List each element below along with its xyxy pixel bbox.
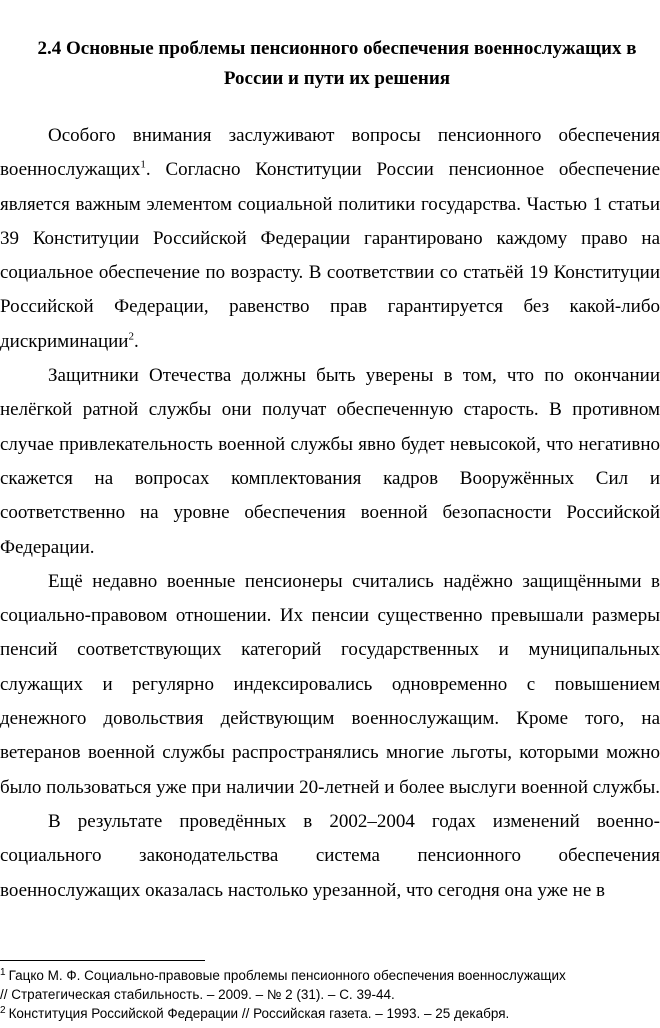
footnote-1-line-1: Гацко М. Ф. Социально-правовые проблемы пенсионного обеспечения военнослужащих [8,968,566,983]
section-heading-line-2: России и пути их решения [223,68,451,89]
footnote-separator [0,960,205,961]
footnote-ref-2[interactable]: 2 [128,330,134,343]
paragraph-1 [0,119,660,359]
footnote-2 [0,1004,660,1023]
paragraph-1-text-a: Особого внимания заслуживают вопросы пенсионного обеспечения военнослужащих [0,125,660,181]
footnote-1-mark: 1 [0,966,6,978]
footnote-1 [0,966,660,1004]
footnote-2-line-1: Конституция Российской Федерации // Российская газета. – 1993. – 25 декабря. [8,1006,510,1021]
paragraph-1-text-b: . Согласно Конституции России пенсионное обеспечение является важным элементом социальной политики государства. Частью 1 статьи 39 Конституции Российской Федерации гарантировано каждому право на социальное обеспечение по возрасту. В соответствии со статьёй 19 Конституции Российской Федерации, равенство прав гарантируется без какой-либо дискриминации [0,159,660,352]
paragraph-4: В результате проведённых в 2002–2004 годах изменений военно-социального законодательства система пенсионного обеспечения военнослужащих оказалась настолько урезанной, что сегодня она уже не в [0,810,660,901]
body-text [0,119,660,908]
footnote-2-mark: 2 [0,1004,6,1016]
footnotes [0,966,660,1023]
footnote-1-line-2: // Стратегическая стабильность. – 2009. – № 2 (31). – С. 39-44. [0,987,395,1002]
paragraph-1-text-c: . [133,330,139,352]
footnote-ref-1[interactable]: 1 [140,158,146,171]
paragraph-2: Защитники Отечества должны быть уверены в том, что по окончании нелёгкой ратной службы они получат обеспеченную старость. В противном случае привлекательность военной службы явно будет невысокой, что негативно скажется на вопросах комплектования кадров Вооружённых Сил и соответственно на уровне обеспечения военной безопасности Российской Федерации. [0,365,660,558]
paragraph-3: Ещё недавно военные пенсионеры считались надёжно защищёнными в социально-правовом отношении. Их пенсии существенно превышали размеры пенсий соответствующих категорий государственных и муниципальных служащих и регулярно индексировались одновременно с повышением денежного довольствия действующим военнослужащим. Кроме того, на ветеранов военной службы распространялись многие льготы, которыми можно было пользоваться уже при наличии 20-летней и более выслуги военной службы. [0,570,660,798]
section-heading [14,34,660,94]
section-heading-line-1: 2.4 Основные проблемы пенсионного обеспечения военнослужащих в [37,38,637,59]
